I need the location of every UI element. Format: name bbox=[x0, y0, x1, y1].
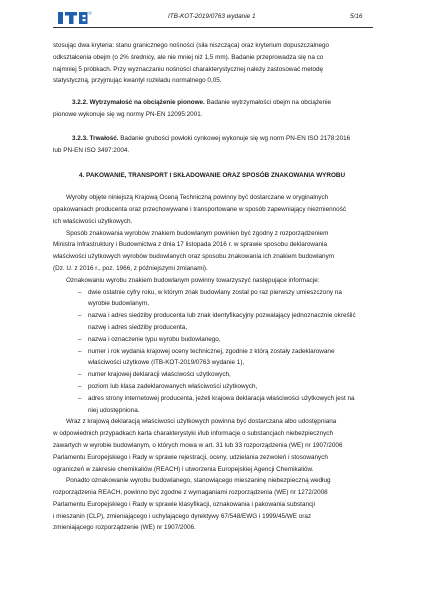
paragraph-line: pionowe wykonuje się wg normy PN-EN 12095:2001. bbox=[53, 110, 203, 118]
paragraph-line: najmniej 5 próbkach. Przy wyznaczaniu nośności charakterystycznej należy zastosować metodę bbox=[53, 65, 324, 73]
list-item-text: nazwa i adres siedziby producenta lub znak identyfikacyjny pozwalający jednoznacznie określić bbox=[88, 312, 356, 320]
list-item-continuation: nazwę i adres siedziby producenta, bbox=[88, 323, 188, 331]
list-item-text: numer i rok wydania krajowej oceny technicznej, zgodnie z którą zostały zadeklarowane bbox=[88, 347, 335, 355]
paragraph-line: ich właściwości użytkowych. bbox=[53, 217, 133, 225]
header-divider bbox=[53, 27, 373, 28]
paragraph-line: rozporządzenia REACH, powinno być zgodne z wymaganiami rozporządzenia (WE) nr 1272/2008 bbox=[53, 489, 328, 497]
list-item-text: adres strony internetowej producenta, jeżeli krajowa deklaracja właściwości użytkowych jest na bbox=[88, 394, 355, 402]
paragraph-line: Ministra Infrastruktury i Budownictwa z dnia 17 listopada 2016 r. w sprawie sposobu deklarowania bbox=[53, 241, 327, 249]
dash-marker: – bbox=[78, 288, 82, 296]
list-item bbox=[53, 381, 373, 393]
page-header bbox=[0, 0, 425, 30]
paragraph-line: Wyroby objęte niniejszą Krajową Oceną Techniczną powinny być dostarczane w oryginalnych bbox=[66, 194, 329, 202]
list-item bbox=[53, 310, 373, 322]
paragraph-line: Parlamentu Europejskiego i Rady w sprawie klasyfikacji, oznakowania i pakowania substancji bbox=[53, 500, 315, 508]
paragraph-line: lub PN-EN ISO 3497:2004. bbox=[53, 146, 130, 154]
list-item bbox=[53, 369, 373, 381]
paragraph-line: zawartych w wyrobie budowlanym, o których mowa w art. 31 lub 33 rozporządzenia (WE) nr 1907/2006 bbox=[53, 441, 343, 449]
paragraph-line: odkształcenia obejm (o 2% średnicy, ale nie mniej niż 1,5 mm). Badanie przeprowadza się na co bbox=[53, 53, 324, 61]
list-item-continuation: niej udostępniona. bbox=[88, 406, 140, 414]
paragraph-line: właściwości użytkowych wyrobów budowlanych oraz sposobu znakowania ich znakiem budowlanym bbox=[53, 253, 335, 261]
document-id: ITB-KOT-2019/0763 wydanie 1 bbox=[168, 13, 256, 20]
paragraph-line: (Dz. U. z 2016 r., poz. 1966, z późniejszymi zmianami). bbox=[53, 264, 208, 272]
section-3-2-2-text: Badanie wytrzymałości obejm na obciążenie bbox=[204, 99, 332, 107]
paragraph-line: opakowaniach producenta oraz przechowywane i transportowane w sposób zapewniający niezmienność bbox=[53, 205, 347, 213]
list-item bbox=[53, 393, 373, 405]
section-3-2-2 bbox=[53, 97, 373, 109]
paragraph-line: i mieszanin (CLP), zmieniającego i uchylającego dyrektywy 67/548/EWG i 1999/45/WE oraz bbox=[53, 512, 312, 520]
section-3-2-2-heading: 3.2.2. Wytrzymałość na obciążenie pionowe. bbox=[72, 99, 205, 107]
dash-marker: – bbox=[78, 312, 82, 320]
paragraph-line: Oznakowaniu wyrobu znakiem budowlanym powinny towarzyszyć następujące informacje: bbox=[66, 276, 320, 284]
section-3-2-3-text: Badanie grubości powłoki cynkowej wykonuje się wg norm PN-EN ISO 2178:2016 bbox=[118, 134, 351, 142]
list-item-continuation: właściwości użytkowe (ITB-KOT-2019/0763 wydanie 1), bbox=[88, 359, 245, 367]
paragraph-line: Wraz z krajową deklaracją właściwości użytkowych powinna być dostarczana albo udostępniana bbox=[66, 418, 337, 426]
list-item-text: numer krajowej deklaracji właściwości użytkowych, bbox=[88, 371, 231, 379]
paragraph-line: Ponadto oznakowanie wyrobu budowlanego, stanowiącego mieszaninę niebezpieczną według bbox=[66, 477, 331, 485]
paragraph-line: ograniczeń w zakresie chemikaliów (REACH) i utworzenia Europejskiej Agencji Chemikaliów. bbox=[53, 465, 314, 473]
list-item bbox=[53, 287, 373, 299]
list-item-continuation: wyrobie budowlanym, bbox=[88, 300, 149, 308]
list-item-text: poziom lub klasa zadeklarowanych właściwości użytkowych, bbox=[88, 382, 258, 390]
dash-marker: – bbox=[78, 371, 82, 379]
paragraph-line: stosując dwa kryteria: stanu granicznego nośności (siła niszcząca) oraz kryterium dopuszczalnego bbox=[53, 42, 330, 49]
list-item bbox=[53, 346, 373, 358]
paragraph-line: zmieniającego rozporządzenie (WE) nr 1907/2006. bbox=[53, 524, 196, 532]
section-3-2-3 bbox=[53, 133, 373, 145]
section-4-heading: 4. PAKOWANIE, TRANSPORT I SKŁADOWANIE ORAZ SPOSÓB ZNAKOWANIA WYROBU bbox=[79, 172, 346, 180]
list-item-text: dwie ostatnie cyfry roku, w którym znak budowlany został po raz pierwszy umieszczony na bbox=[88, 288, 342, 296]
list-item bbox=[53, 334, 373, 346]
itb-logo bbox=[58, 11, 92, 25]
dash-marker: – bbox=[78, 382, 82, 390]
dash-marker: – bbox=[78, 347, 82, 355]
paragraph-line: statystyczną, przyjmując kwantyl rozkładu normalnego 0,05. bbox=[53, 77, 222, 85]
marking-info-list bbox=[53, 287, 373, 417]
paragraph-line: Parlamentu Europejskiego i Rady w sprawie rejestracji, oceny, udzielania zezwoleń i stosowanych bbox=[53, 453, 328, 461]
dash-marker: – bbox=[78, 394, 82, 402]
page-number: 5/16 bbox=[350, 13, 363, 20]
dash-marker: – bbox=[78, 335, 82, 343]
main-content bbox=[53, 40, 373, 534]
list-item-text: nazwa i oznaczenie typu wyrobu budowlanego, bbox=[88, 335, 221, 343]
paragraph-line: w odpowiednich przypadkach karta charakterystyki i/lub informacje o substancjach niebezpiecznych bbox=[53, 430, 333, 438]
section-3-2-3-heading: 3.2.3. Trwałość. bbox=[72, 134, 119, 142]
paragraph-line: Sposób znakowania wyrobów znakiem budowlanym powinien być zgodny z rozporządzeniem bbox=[66, 229, 329, 237]
